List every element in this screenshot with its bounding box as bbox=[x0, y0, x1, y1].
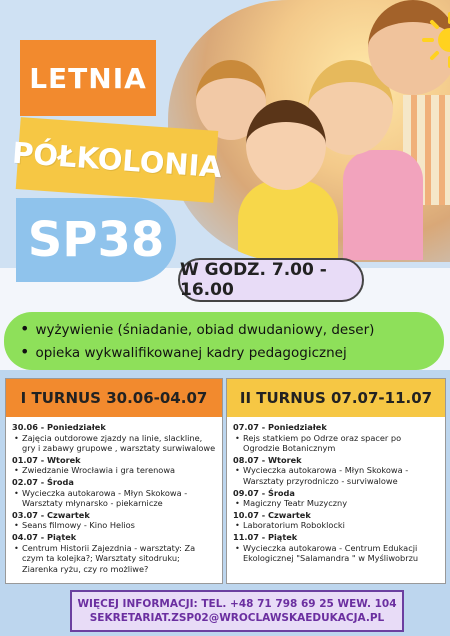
turnus-1-card bbox=[5, 378, 223, 584]
schedule-activity: • Centrum Historii Zajezdnia - warsztaty: Za czym ta kolejka?; Warsztaty sitodruku; Ziarenka ryżu, czy ro możliwe? bbox=[12, 543, 216, 575]
schedule-day: 03.07 - Czwartek bbox=[12, 509, 90, 520]
title-polkolonia: PÓŁKOLONIA bbox=[16, 117, 219, 203]
schedule-activity: • Zwiedzanie Wrocławia i gra terenowa bbox=[12, 465, 216, 476]
schedule-activity: • Wycieczka autokarowa - Centrum Edukacji Ekologicznej "Salamandra " w Myśliwobrzu bbox=[233, 543, 439, 564]
turnus-2-heading: II TURNUS 07.07-11.07 bbox=[227, 379, 445, 417]
schedule-day: 07.07 - Poniedziałek bbox=[233, 422, 327, 432]
schedule-activity: • Wycieczka autokarowa - Młyn Skokowa - Warsztaty młynarsko - piekarnicze bbox=[12, 488, 216, 509]
kid-face bbox=[246, 100, 326, 190]
turnus-1-heading: I TURNUS 30.06-04.07 bbox=[6, 379, 222, 417]
benefit-item: • wyżywienie (śniadanie, obiad dwudaniowy, deser) bbox=[20, 318, 428, 341]
title-sp38: SP38 bbox=[16, 198, 176, 282]
schedule-day: 02.07 - Środa bbox=[12, 476, 74, 487]
sun-icon bbox=[420, 10, 450, 70]
schedule-day: 01.07 - Wtorek bbox=[12, 454, 81, 465]
turnus-2-schedule bbox=[227, 417, 445, 568]
schedule-activity: • Laboratorium Roboklocki bbox=[233, 520, 439, 531]
schedule-day: 04.07 - Piątek bbox=[12, 531, 77, 542]
schedule-day: 11.07 - Piątek bbox=[233, 531, 298, 542]
contact-email[interactable]: SEKRETARIAT.ZSP02@WROCLAWSKAEDUKACJA.PL bbox=[89, 612, 385, 624]
contact-phone: WIĘCEJ INFORMACJI: TEL. +48 71 798 69 25 WEW. 104 bbox=[77, 598, 397, 610]
turnus-1-schedule bbox=[6, 417, 222, 578]
contact-box bbox=[70, 590, 404, 632]
kid-shirt-pink bbox=[343, 150, 423, 260]
schedule-day: 10.07 - Czwartek bbox=[233, 509, 311, 520]
title-letnia: LETNIA bbox=[20, 40, 156, 116]
turnus-2-card bbox=[226, 378, 446, 584]
schedule-activity: • Zajęcia outdorowe zjazdy na linie, slackline, gry i zabawy grupowe , warsztaty surwiwalowe bbox=[12, 433, 216, 454]
schedule-day: 09.07 - Środa bbox=[233, 487, 295, 498]
benefits-list bbox=[4, 312, 444, 370]
schedule-activity: • Magiczny Teatr Muzyczny bbox=[233, 498, 439, 509]
benefit-item: • opieka wykwalifikowanej kadry pedagogicznej bbox=[20, 341, 428, 364]
schedule-activity: • Rejs statkiem po Odrze oraz spacer po Ogrodzie Botanicznym bbox=[233, 433, 439, 454]
kid-shirt-yellow bbox=[238, 180, 338, 262]
schedule-activity: • Wycieczka autokarowa - Młyn Skokowa - Warsztaty przyrodniczo - surviwalowe bbox=[233, 465, 439, 486]
schedule-day: 08.07 - Wtorek bbox=[233, 454, 302, 465]
schedule-activity: • Seans filmowy - Kino Helios bbox=[12, 520, 216, 531]
schedule-day: 30.06 - Poniedziałek bbox=[12, 422, 106, 432]
hours-badge: W GODZ. 7.00 - 16.00 bbox=[178, 258, 364, 302]
